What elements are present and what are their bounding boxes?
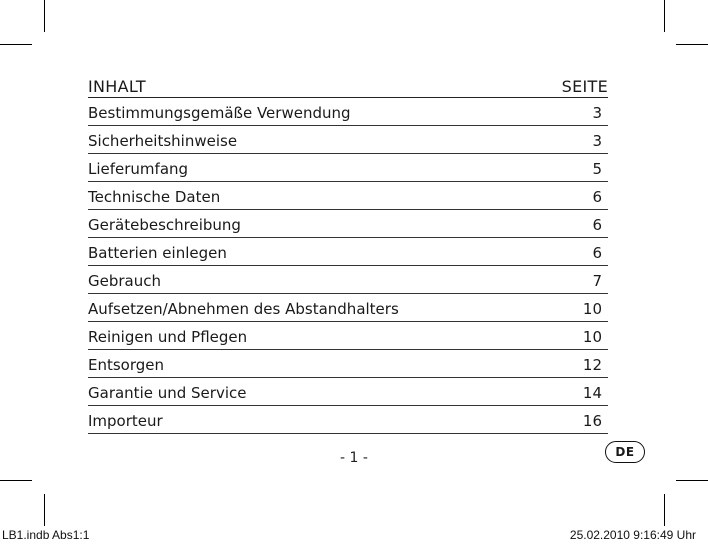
- toc-entry-title: Importeur: [88, 411, 163, 430]
- toc-entry[interactable]: [88, 98, 608, 126]
- toc-entry-page: 10: [582, 327, 602, 346]
- crop-mark-top-left-horizontal: [0, 44, 32, 45]
- toc-entry-title: Reinigen und Pflegen: [88, 327, 248, 346]
- toc-entry[interactable]: [88, 266, 608, 294]
- table-of-contents: [88, 68, 608, 434]
- toc-entry-page: 12: [582, 355, 602, 374]
- toc-entry-page: 16: [582, 411, 602, 430]
- toc-entry-title: Aufsetzen/Abnehmen des Abstandhalters: [88, 299, 399, 318]
- toc-entry-title: Gebrauch: [88, 271, 161, 290]
- toc-entry-page: 6: [592, 215, 602, 234]
- toc-entry[interactable]: [88, 378, 608, 406]
- toc-entry-title: Gerätebeschreibung: [88, 215, 241, 234]
- toc-header-contents-label: INHALT: [88, 77, 146, 96]
- toc-entry-page: 3: [592, 131, 602, 150]
- toc-entry-title: Batterien einlegen: [88, 243, 227, 262]
- toc-entry-page: 6: [592, 243, 602, 262]
- toc-entry[interactable]: [88, 210, 608, 238]
- toc-header-page-label: SEITE: [561, 77, 608, 96]
- crop-mark-top-right-vertical: [664, 0, 665, 32]
- language-badge: DE: [605, 441, 645, 463]
- toc-entry-page: 7: [592, 271, 602, 290]
- toc-entry[interactable]: [88, 322, 608, 350]
- toc-entry-page: 3: [592, 103, 602, 122]
- toc-entry-page: 10: [582, 299, 602, 318]
- toc-entry[interactable]: [88, 154, 608, 182]
- crop-mark-bottom-left-horizontal: [0, 480, 32, 481]
- toc-entry[interactable]: [88, 238, 608, 266]
- toc-entry[interactable]: [88, 182, 608, 210]
- toc-entry-title: Lieferumfang: [88, 159, 189, 178]
- toc-entry-page: 14: [582, 383, 602, 402]
- crop-mark-bottom-left-vertical: [44, 494, 45, 526]
- crop-mark-bottom-right-vertical: [664, 494, 665, 526]
- toc-entry-title: Garantie und Service: [88, 383, 247, 402]
- toc-entry-title: Bestimmungsgemäße Verwendung: [88, 103, 351, 122]
- toc-entry[interactable]: [88, 294, 608, 322]
- crop-mark-top-left-vertical: [44, 0, 45, 32]
- toc-entry[interactable]: [88, 350, 608, 378]
- toc-entry[interactable]: [88, 126, 608, 154]
- toc-entry-title: Sicherheitshinweise: [88, 131, 238, 150]
- toc-entry[interactable]: [88, 406, 608, 434]
- page-number: - 1 -: [340, 450, 368, 466]
- toc-header: [88, 68, 608, 98]
- toc-entries: [88, 98, 608, 434]
- crop-mark-bottom-right-horizontal: [676, 480, 708, 481]
- print-slug-right: 25.02.2010 9:16:49 Uhr: [569, 528, 696, 542]
- toc-entry-page: 6: [592, 187, 602, 206]
- toc-entry-title: Entsorgen: [88, 355, 165, 374]
- toc-entry-title: Technische Daten: [88, 187, 221, 206]
- print-slug-left: LB1.indb Abs1:1: [2, 528, 90, 542]
- crop-mark-top-right-horizontal: [676, 44, 708, 45]
- toc-entry-page: 5: [592, 159, 602, 178]
